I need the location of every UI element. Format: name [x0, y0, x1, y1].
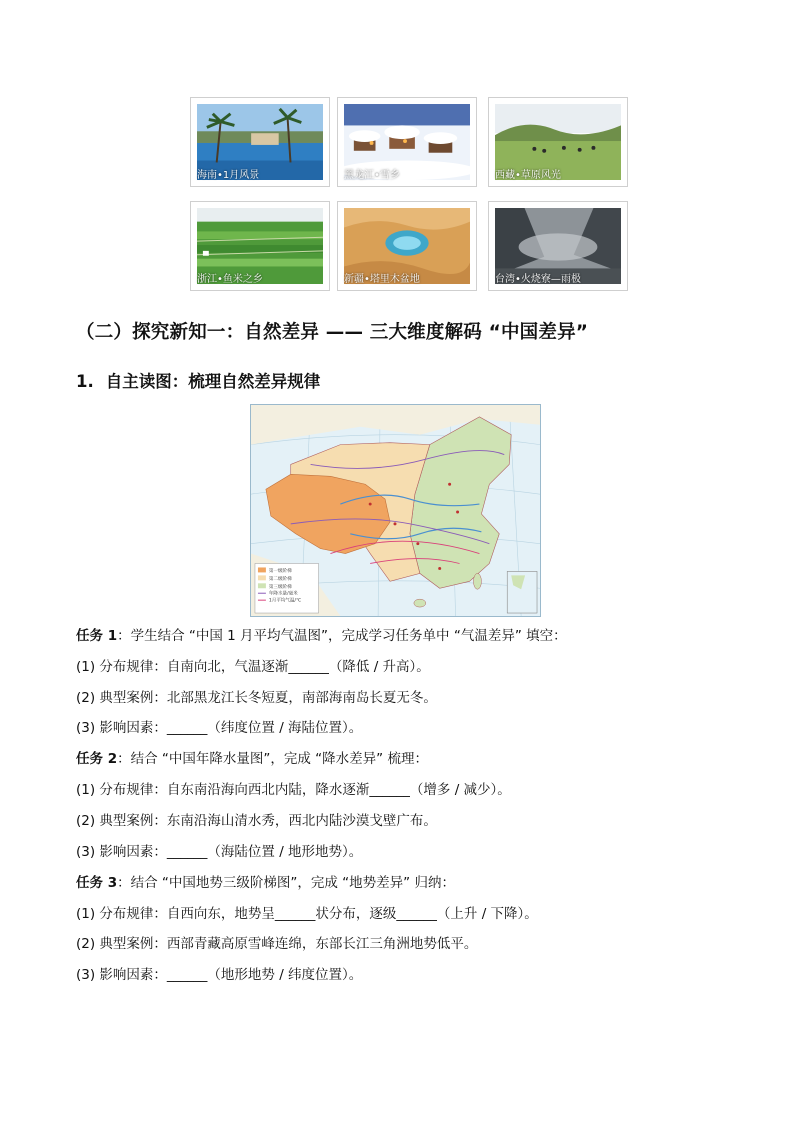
- china-terrain-map: [250, 404, 541, 617]
- photo-caption: 西藏•草原风光: [495, 170, 561, 181]
- task-1-title: [76, 627, 567, 645]
- photo-caption: 海南•1月风景: [197, 170, 260, 181]
- legend-temp: 1月平均气温/℃: [268, 598, 302, 604]
- task-1-item-2: (2) 典型案例：北部黑龙江长冬短夏，南部海南岛长夏无冬。: [76, 690, 437, 706]
- legend-rain: 年降水量/毫米: [268, 591, 298, 597]
- photo-card-taiwan: [488, 201, 628, 291]
- photo-caption: 新疆•塔里木盆地: [344, 274, 420, 285]
- task-2-text: ：结合 “中国年降水量图”，完成 “降水差异” 梳理：: [117, 751, 428, 767]
- task-2-item-1: (1) 分布规律：自东南沿海向西北内陆，降水逐渐______（增多 / 减少）。: [76, 782, 511, 798]
- sub-heading: [76, 368, 320, 392]
- sub-heading-number: 1.: [76, 372, 94, 391]
- task-2-title: [76, 750, 428, 768]
- landscape-photo-grid: [190, 97, 632, 291]
- sub-heading-text: 自主读图：梳理自然差异规律: [105, 372, 321, 391]
- task-2-label: 任务 2: [76, 751, 118, 767]
- task-2-item-2: (2) 典型案例：东南沿海山清水秀，西北内陆沙漠戈壁广布。: [76, 813, 437, 829]
- photo-caption: 浙江•鱼米之乡: [197, 274, 263, 285]
- task-3-item-3: (3) 影响因素：______（地形地势 / 纬度位置）。: [76, 967, 363, 983]
- photo-card-heilongjiang: [337, 97, 477, 187]
- photo-card-xinjiang: [337, 201, 477, 291]
- legend-step1: 第一级阶梯: [268, 568, 292, 574]
- photo-card-zhejiang: [190, 201, 330, 291]
- task-3-text: ：结合 “中国地势三级阶梯图”，完成 “地势差异” 归纳：: [117, 875, 455, 891]
- photo-card-hainan: [190, 97, 330, 187]
- photo-card-tibet: [488, 97, 628, 187]
- task-1-item-1: (1) 分布规律：自南向北，气温逐渐______（降低 / 升高）。: [76, 659, 430, 675]
- task-1-label: 任务 1: [76, 628, 118, 644]
- task-2-item-3: (3) 影响因素：______（海陆位置 / 地形地势）。: [76, 844, 363, 860]
- photo-caption: 台湾•火烧寮—雨极: [495, 274, 581, 285]
- section-heading: （二）探究新知一：自然差异 —— 三大维度解码 “中国差异”: [76, 322, 589, 343]
- photo-caption: 黑龙江•雪乡: [344, 170, 400, 181]
- legend-step2: 第二级阶梯: [268, 576, 292, 582]
- task-3-item-2: (2) 典型案例：西部青藏高原雪峰连绵，东部长江三角洲地势低平。: [76, 936, 478, 952]
- task-3-title: [76, 874, 455, 892]
- map-graphic: [251, 405, 540, 616]
- task-3-label: 任务 3: [76, 875, 118, 891]
- task-1-item-3: (3) 影响因素：______（纬度位置 / 海陆位置）。: [76, 720, 363, 736]
- legend-step3: 第三级阶梯: [268, 584, 292, 590]
- task-3-item-1: (1) 分布规律：自西向东，地势呈______状分布，逐级______（上升 / 下降）。: [76, 906, 538, 922]
- task-1-text: ：学生结合 “中国 1 月平均气温图”，完成学习任务单中 “气温差异” 填空：: [117, 628, 567, 644]
